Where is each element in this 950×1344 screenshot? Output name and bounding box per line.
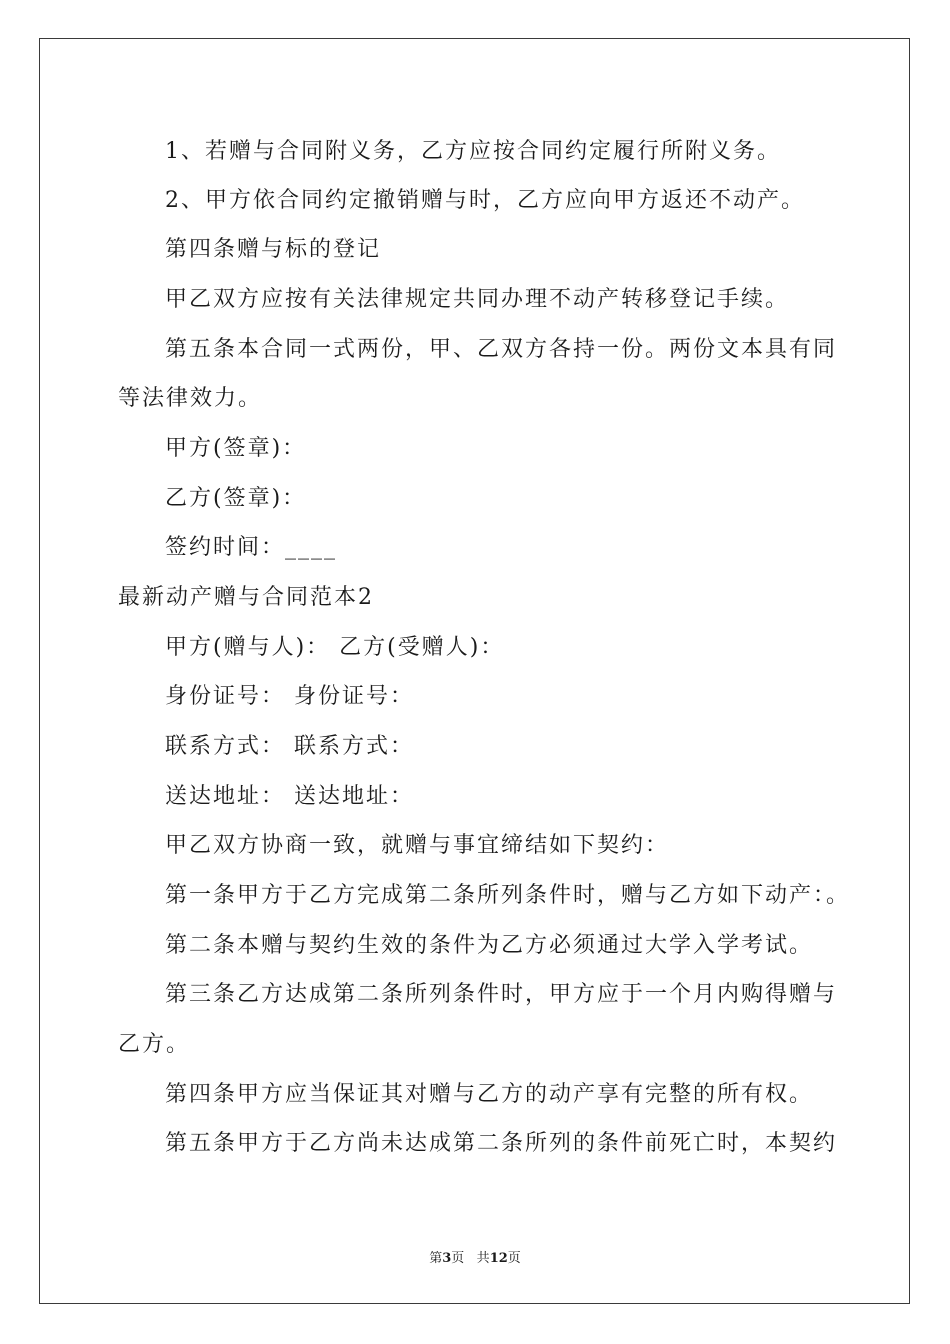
clause-line: 1、若赠与合同附义务，乙方应按合同约定履行所附义务。 xyxy=(165,139,781,164)
preamble: 甲乙双方协商一致，就赠与事宜缔结如下契约： xyxy=(165,833,670,858)
contact-row: 联系方式： 联系方式： xyxy=(165,734,414,759)
party-names: 甲方(赠与人)： 乙方(受赠人)： xyxy=(165,635,505,660)
clause-line: 第三条乙方达成第二条所列条件时，甲方应于一个月内购得赠与 xyxy=(165,982,838,1007)
page-border xyxy=(39,38,910,1304)
clause-line: 第四条甲方应当保证其对赠与乙方的动产享有完整的所有权。 xyxy=(165,1082,814,1107)
address-row: 送达地址： 送达地址： xyxy=(165,784,414,809)
clause-line: 2、甲方依合同约定撤销赠与时，乙方应向甲方返还不动产。 xyxy=(165,188,805,213)
document-title: 最新动产赠与合同范本2 xyxy=(118,585,374,610)
signature-party-b: 乙方(签章)： xyxy=(165,486,307,511)
footer-current-page: 3 xyxy=(442,1251,452,1266)
id-number-row: 身份证号： 身份证号： xyxy=(165,684,414,709)
signature-party-a: 甲方(签章)： xyxy=(165,436,307,461)
footer-page-suffix: 页 xyxy=(451,1251,465,1266)
signing-date: 签约时间：____ xyxy=(165,535,338,560)
clause-line: 第二条本赠与契约生效的条件为乙方必须通过大学入学考试。 xyxy=(165,933,814,958)
clause-line: 甲乙双方应按有关法律规定共同办理不动产转移登记手续。 xyxy=(165,287,790,312)
footer-total-suffix: 页 xyxy=(507,1251,521,1266)
footer-total-pages: 12 xyxy=(489,1251,508,1266)
clause-line: 第一条甲方于乙方完成第二条所列条件时，赠与乙方如下动产：。 xyxy=(165,883,851,908)
page-footer xyxy=(0,1247,950,1266)
clause-line: 第五条本合同一式两份，甲、乙双方各持一份。两份文本具有同 xyxy=(165,337,838,362)
section-heading: 第四条赠与标的登记 xyxy=(165,237,382,262)
footer-total-prefix: 共 xyxy=(476,1251,490,1266)
clause-line-continuation: 等法律效力。 xyxy=(118,386,263,411)
clause-line-continuation: 乙方。 xyxy=(118,1032,191,1057)
clause-line: 第五条甲方于乙方尚未达成第二条所列的条件前死亡时，本契约 xyxy=(165,1131,838,1156)
footer-page-prefix: 第 xyxy=(429,1251,443,1266)
